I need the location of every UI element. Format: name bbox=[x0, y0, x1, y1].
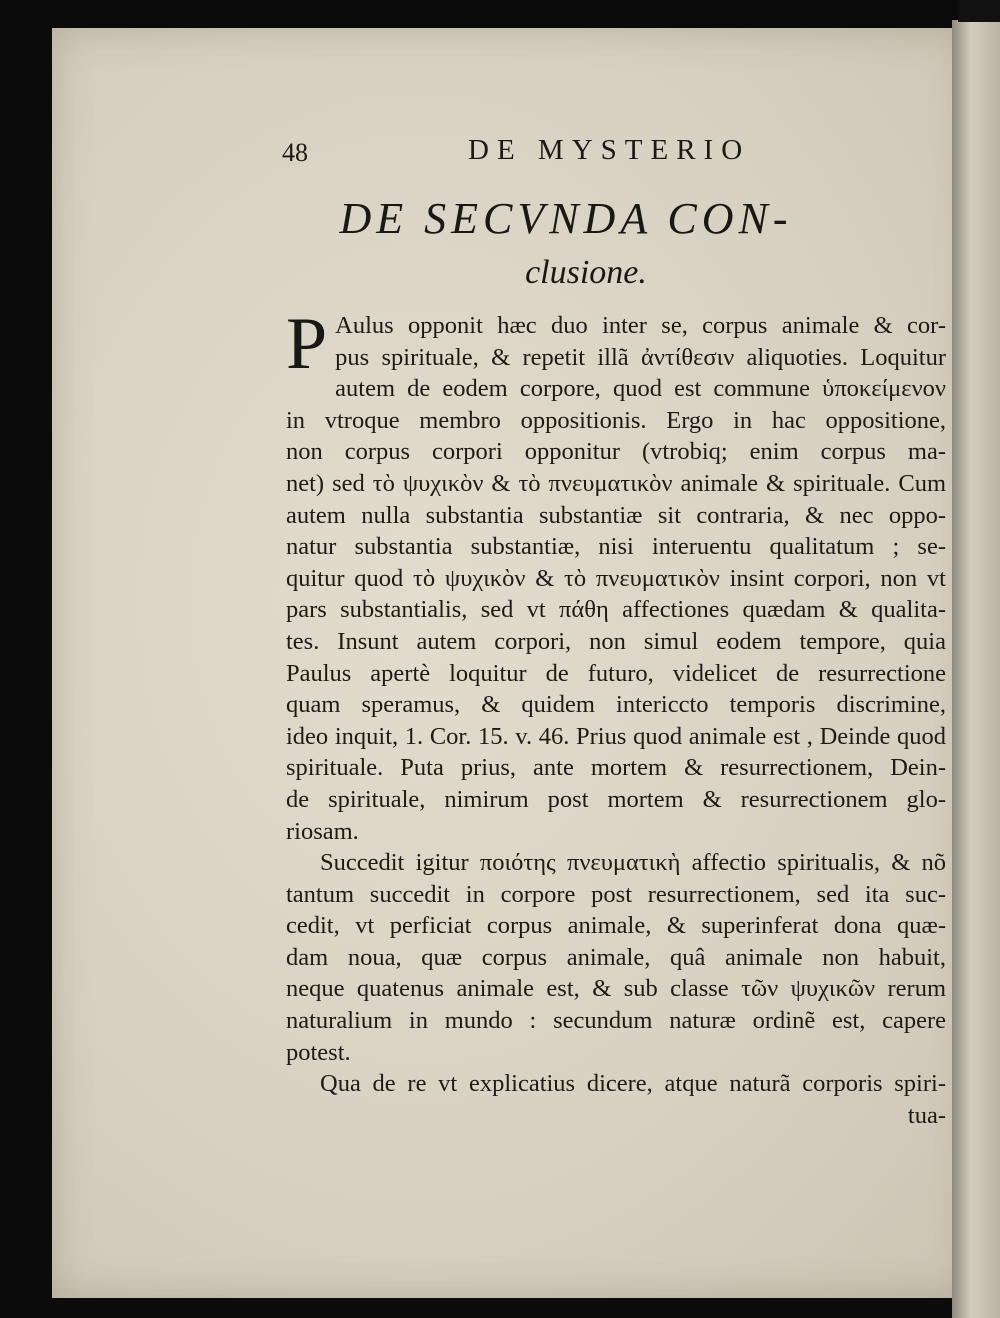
book-page bbox=[52, 28, 970, 1298]
text-line: quam speramus, & quidem intericcto temporis discrimine, bbox=[286, 691, 946, 719]
running-head: DE MYSTERIO bbox=[468, 134, 751, 166]
section-title-line-2: clusione. bbox=[525, 254, 647, 291]
text-line: naturalium in mundo : secundum naturæ ordinẽ est, capere bbox=[286, 1007, 946, 1035]
page-number: 48 bbox=[282, 138, 308, 167]
text-line: potest. bbox=[286, 1038, 351, 1066]
text-line: riosam. bbox=[286, 817, 359, 845]
text-line: autem de eodem corpore, quod est commune ὑποκείμενον bbox=[335, 375, 946, 403]
scan-border bbox=[958, 0, 1000, 22]
text-line: autem nulla substantia substantiæ sit contraria, & nec oppo- bbox=[286, 501, 946, 529]
text-line: in vtroque membro oppositionis. Ergo in hac oppositione, bbox=[286, 406, 946, 434]
body-text bbox=[286, 303, 946, 1131]
section-title bbox=[52, 193, 970, 292]
text-line: tes. Insunt autem corpori, non simul eodem tempore, quia bbox=[286, 627, 946, 655]
text-line: Succedit igitur ποιότης πνευματικὴ affectio spiritualis, & nõ bbox=[320, 849, 946, 877]
text-line: Qua de re vt explicatius dicere, atque naturã corporis spiri- bbox=[320, 1070, 946, 1098]
text-line: non corpus corpori opponitur (vtrobiq; enim corpus ma- bbox=[286, 438, 946, 466]
text-line: dam noua, quæ corpus animale, quâ animale non habuit, bbox=[286, 943, 946, 971]
text-line: pars substantialis, sed vt πάθη affectiones quædam & qualita- bbox=[286, 596, 946, 624]
text-line: natur substantia substantiæ, nisi interuentu qualitatum ; se- bbox=[286, 533, 946, 561]
adjacent-page-edge bbox=[952, 20, 1000, 1318]
text-line: de spirituale, nimirum post mortem & resurrectionem glo- bbox=[286, 785, 946, 813]
drop-cap: P bbox=[286, 303, 328, 385]
text-line: pus spirituale, & repetit illã ἀντίθεσιν aliquoties. Loquitur bbox=[335, 343, 946, 371]
text-line: tantum succedit in corpore post resurrectionem, sed ita suc- bbox=[286, 880, 946, 908]
text-line: Aulus opponit hæc duo inter se, corpus animale & cor- bbox=[335, 312, 946, 339]
text-line: cedit, vt perficiat corpus animale, & superinferat dona quæ- bbox=[286, 912, 946, 940]
text-line: ideo inquit, 1. Cor. 15. v. 46. Prius quod animale est , Deinde quod bbox=[286, 722, 946, 750]
text-line: Paulus apertè loquitur de futuro, videlicet de resurrectione bbox=[286, 659, 946, 687]
text-line: neque quatenus animale est, & sub classe τῶν ψυχικῶν rerum bbox=[286, 975, 946, 1003]
text-line: net) sed τὸ ψυχικὸν & τὸ πνευματικὸν animale & spirituale. Cum bbox=[286, 469, 946, 497]
section-title-line-1: DE SECVNDA CON- bbox=[339, 194, 793, 243]
catchword: tua- bbox=[907, 1101, 946, 1129]
text-line: spirituale. Puta prius, ante mortem & resurrectionem, Dein- bbox=[286, 754, 946, 782]
text-line: quitur quod τὸ ψυχικὸν & τὸ πνευματικὸν insint corpori, non vt bbox=[286, 564, 946, 592]
page-header bbox=[52, 126, 970, 176]
